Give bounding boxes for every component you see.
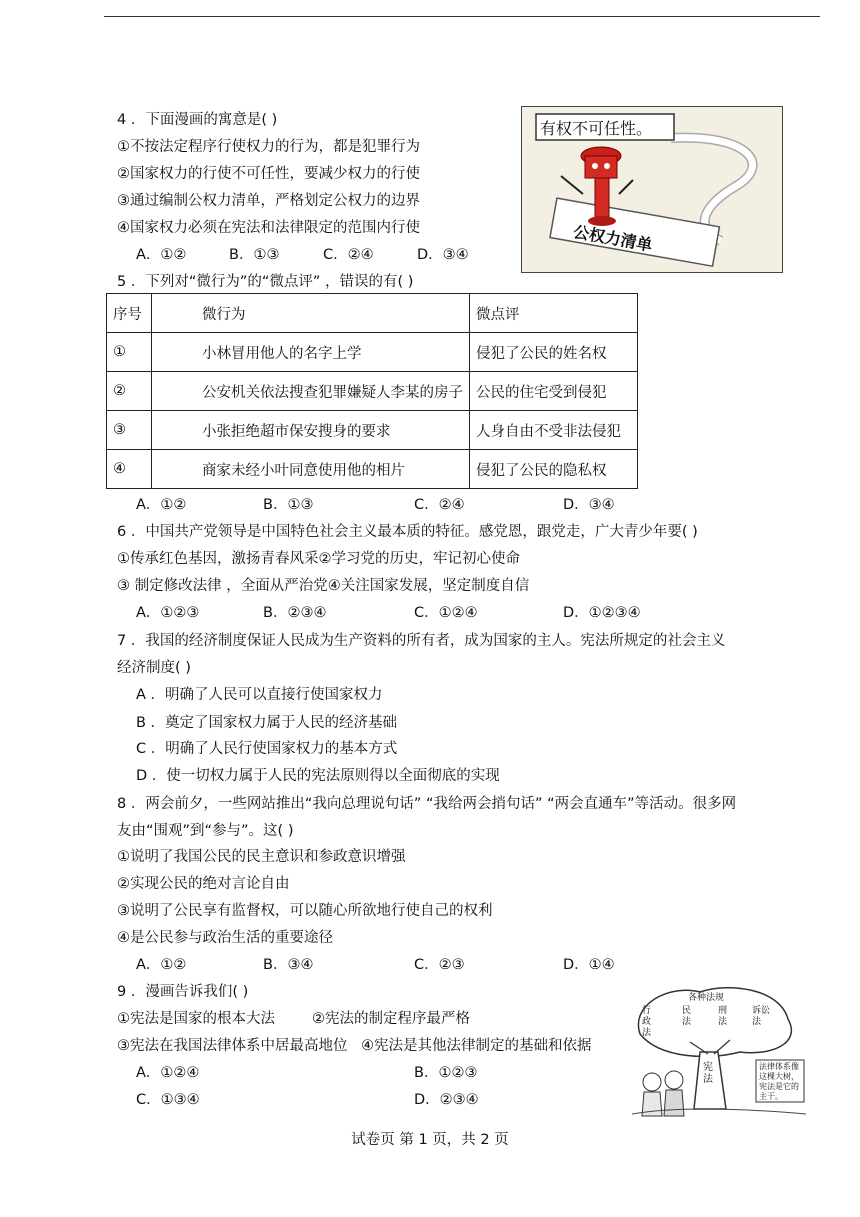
- table-row: [107, 450, 638, 489]
- table-row: [107, 372, 638, 411]
- tree-crown-label: 各种法规: [688, 993, 725, 1003]
- row-index: ③: [107, 411, 152, 450]
- q9-option-3: ③宪法在我国法律体系中居最高地位: [117, 1038, 348, 1054]
- row-comment: 人身自由不受非法侵犯: [470, 411, 638, 450]
- row-behavior: 小林冒用他人的名字上学: [152, 333, 470, 372]
- q4-stem: 4 ．下面漫画的寓意是( ): [117, 112, 278, 128]
- table-header-row: [107, 294, 638, 333]
- q9-option-1: ①宪法是国家的根本大法: [117, 1011, 275, 1027]
- law-procedure: 诉讼法: [752, 1006, 771, 1027]
- q9-stem: 9 ．漫画告诉我们( ): [117, 984, 249, 1000]
- row-behavior: 公安机关依法搜查犯罪嫌疑人李某的房子: [152, 372, 470, 411]
- q4-answer-b: B．①③: [229, 247, 280, 263]
- header-comment: 微点评: [470, 294, 638, 333]
- q9-answer-d: D．②③④: [414, 1092, 479, 1108]
- q5-answer-a: A．①②: [136, 497, 187, 513]
- q4-option-2: ②国家权力的行使不可任性，要减少权力的行使: [117, 166, 420, 182]
- q5-table: [106, 293, 638, 489]
- q5-answer-b: B．①③: [263, 497, 314, 513]
- tree-note: 法律体系像这棵大树，宪法是它的主干。: [759, 1062, 799, 1101]
- q4-answer-d: D．③④: [417, 247, 469, 263]
- q9-option-4: ④宪法是其他法律制定的基础和依据: [361, 1038, 592, 1054]
- q6-answer-d: D．①②③④: [563, 605, 641, 621]
- q7-option-a: A ．明确了人民可以直接行使国家权力: [136, 687, 383, 703]
- q5-answer-c: C．②④: [414, 497, 465, 513]
- row-behavior: 小张拒绝超市保安搜身的要求: [152, 411, 470, 450]
- power-list-cartoon: [521, 106, 783, 273]
- row-behavior: 商家未经小叶同意使用他的相片: [152, 450, 470, 489]
- q8-answer-d: D．①④: [563, 957, 615, 973]
- q7-stem-line1: 7 ．我国的经济制度保证人民成为生产资料的所有者，成为国家的主人。宪法所规定的社会主义: [117, 633, 726, 649]
- law-tree-cartoon: [630, 984, 806, 1118]
- q6-answer-a: A．①②③: [136, 605, 200, 621]
- q6-option-1: ①传承红色基因，激扬青春风采②学习党的历史，牢记初心使命: [117, 551, 520, 567]
- q4-answer-a: A．①②: [136, 247, 187, 263]
- q7-option-c: C ．明确了人民行使国家权力的基本方式: [136, 741, 398, 757]
- q6-stem: 6 ．中国共产党领导是中国特色社会主义最本质的特征。感党恩，跟党走，广大青少年要( ): [117, 524, 698, 540]
- row-index: ④: [107, 450, 152, 489]
- q4-answer-c: C．②④: [323, 247, 374, 263]
- q8-stem-line1: 8 ．两会前夕，一些网站推出“我向总理说句话” “我给两会捎句话” “两会直通车”等活动。很多网: [117, 796, 737, 812]
- q8-answer-c: C．②③: [414, 957, 465, 973]
- q6-answer-c: C．①②④: [414, 605, 478, 621]
- q7-option-b: B ．奠定了国家权力属于人民的经济基础: [136, 715, 398, 731]
- q7-option-d: D ．使一切权力属于人民的宪法原则得以全面彻底的实现: [136, 768, 500, 784]
- law-criminal: 刑法: [718, 1006, 728, 1027]
- scroll-text: 公权力清单: [571, 222, 654, 255]
- row-comment: 公民的住宅受到侵犯: [470, 372, 638, 411]
- q4-option-3: ③通过编制公权力清单，严格划定公权力的边界: [117, 193, 420, 209]
- q6-answer-b: B．②③④: [263, 605, 327, 621]
- q9-answer-c: C．①③④: [136, 1092, 200, 1108]
- row-index: ②: [107, 372, 152, 411]
- q8-option-2: ②实现公民的绝对言论自由: [117, 876, 290, 892]
- tree-trunk-label: 宪法: [703, 1062, 713, 1085]
- bubble-text: 有权不可任性。: [540, 119, 653, 138]
- q8-option-4: ④是公民参与政治生活的重要途径: [117, 930, 333, 946]
- q7-stem-line2: 经济制度( ): [117, 660, 191, 676]
- page-footer: 试卷页 第 1 页，共 2 页: [351, 1132, 509, 1148]
- q8-stem-line2: 友由“围观”到“参与”。这( ): [117, 823, 294, 839]
- q8-answer-a: A．①②: [136, 957, 187, 973]
- q4-option-1: ①不按法定程序行使权力的行为，都是犯罪行为: [117, 139, 420, 155]
- header-index: 序号: [107, 294, 152, 333]
- header-behavior: 微行为: [152, 294, 470, 333]
- row-comment: 侵犯了公民的姓名权: [470, 333, 638, 372]
- header-rule: [104, 16, 820, 17]
- table-row: [107, 411, 638, 450]
- q5-stem: 5 ．下列对“微行为”的“微点评” ，错误的有( ): [117, 274, 414, 290]
- q6-option-2: ③ 制定修改法律 ，全面从严治党④关注国家发展，坚定制度自信: [117, 578, 530, 594]
- row-index: ①: [107, 333, 152, 372]
- row-comment: 侵犯了公民的隐私权: [470, 450, 638, 489]
- law-civil: 民法: [682, 1006, 692, 1027]
- q9-option-2: ②宪法的制定程序最严格: [312, 1011, 470, 1027]
- q9-answer-a: A．①②④: [136, 1065, 200, 1081]
- q4-option-4: ④国家权力必须在宪法和法律限定的范围内行使: [117, 220, 420, 236]
- q8-answer-b: B．③④: [263, 957, 314, 973]
- q8-option-1: ①说明了我国公民的民主意识和参政意识增强: [117, 849, 406, 865]
- q8-option-3: ③说明了公民享有监督权，可以随心所欲地行使自己的权利: [117, 903, 493, 919]
- table-row: [107, 333, 638, 372]
- q5-answer-d: D．③④: [563, 497, 615, 513]
- law-admin: 行政法: [642, 1006, 652, 1038]
- q9-answer-b: B．①②③: [414, 1065, 478, 1081]
